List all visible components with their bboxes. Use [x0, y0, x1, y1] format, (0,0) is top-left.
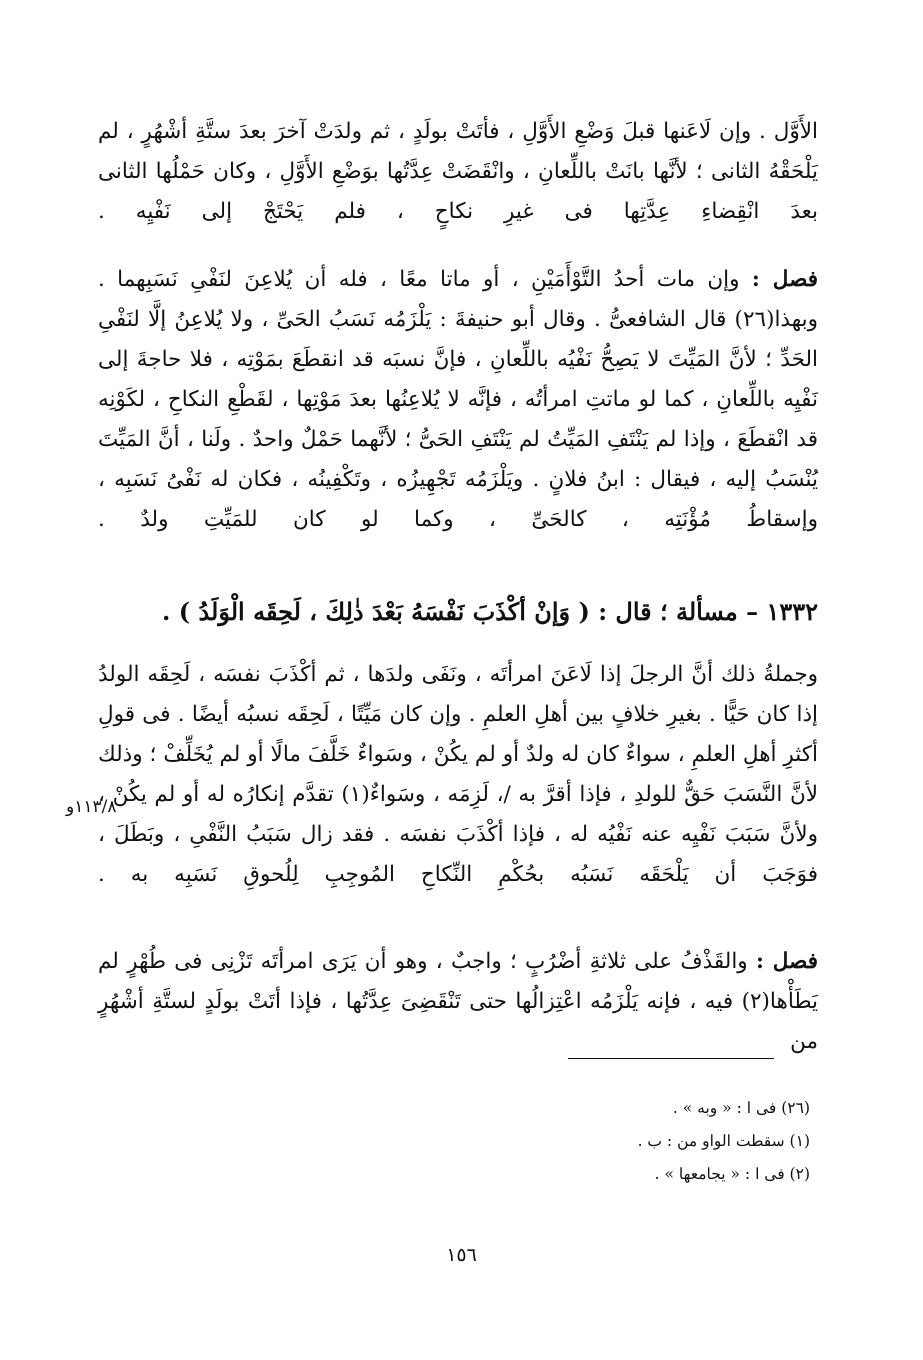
paragraph-2-text: وإن مات أحدُ التَّوْأَمَيْنِ ، أو ماتا معًا ، فله أن يُلاعِنَ لنَفْىِ نَسَبِهما . وبهذا(٢٦) قال الشافعىُّ . وقال أبو حنيفةَ : يَلْزَمُه نَسَبُ الحَىِّ ، ولا يُلاعِنُ إلَّا لنَفْىِ الحَدِّ ؛ لأنَّ المَيِّتَ لا يَصِحُّ نَفْيُه باللِّعانِ ، فإنَّ نسبَه قد انقطَعَ بمَوْتِه ، فلا حاجةَ إلى نَفْيِه باللِّعانِ ، كما لو ماتتِ امرأتُه ، فإنَّه لا يُلاعِنُها بعدَ مَوْتِها ، لقَطْعِ النكاحِ ، لكَوْنِه قد انْقطَعَ ، وإذا لم يَنْتَفِ المَيِّتُ لم يَنْتَفِ الحَىُّ ؛ لأنَّهما حَمْلٌ واحدٌ . ولَنا ، أنَّ المَيِّتَ يُنْسَبُ إليه ، فيقال : ابنُ فلانٍ . ويَلْزَمُه تَجْهِيزُه ، وتَكْفِينُه ، فكان له نَفْىُ نَسَبِه ، وإسقاطُ مُؤْنَتِه ، كالحَىِّ ، وكما لو كان للمَيِّتِ ولدٌ . — [98, 267, 818, 532]
footnotes — [420, 1092, 810, 1191]
paragraph-3 — [98, 655, 818, 895]
issue-heading: ١٣٣٢ – مسألة ؛ قال : ( وَإنْ أكْذَبَ نَفْسَهُ بَعْدَ ذٰلِكَ ، لَحِقَه الْوَلَدُ ) . — [162, 597, 818, 626]
footnote-item: (٢) فى ا : « يجامعها » . — [654, 1165, 810, 1183]
paragraph-1-text: الأَوَّل . وإن لَاعَنها قبلَ وَضْعِ الأَوَّلِ ، فأتَتْ بولَدٍ ، ثم ولدَتْ آخرَ بعدَ ستَّةِ أشْهُرٍ ، لم يَلْحَقْهُ الثانى ؛ لأنَّها بانَتْ باللِّعانِ ، وانْقَضَتْ عِدَّتُها بوَضْعِ الأَوَّلِ ، وكان حَمْلُها الثانى بعدَ انْقِضاءِ عِدَّتِها فى غيرِ نكاحٍ ، فلم يَحْتَجْ إلى نَفْيِه . — [98, 119, 818, 224]
margin-reference: ١١٣/٨و — [66, 797, 117, 817]
paragraph-2 — [98, 260, 818, 540]
paragraph-4 — [98, 942, 818, 1062]
section-lead: فصل : — [755, 949, 818, 974]
footnote-item: (٢٦) فى ا : « وبه » . — [672, 1099, 810, 1117]
paragraph-3-text: وجملةُ ذلك أنَّ الرجلَ إذا لَاعَنَ امرأتَه ، ونَفَى ولدَها ، ثم أكْذَبَ نفسَه ، لَحِقَه الولدُ إذا كان حَيًّا . بغيرِ خلافٍ بين أهلِ العلمِ . وإن كان مَيِّتًا ، لَحِقَه نسبُه أيضًا . فى قولِ أكثرِ أهلِ العلمِ ، سواءٌ كان له ولدٌ أو لم يكُنْ ، وسَواءٌ خَلَّفَ مالًا أو لم يُخَلِّفْ ؛ وذلك لأنَّ النَّسَبَ حَقٌّ للولدِ ، فإذا أقرَّ به /، لَزِمَه ، وسَواءٌ(١) تقدَّم إنكارُه له أو لم يكُنْ ، ولأنَّ سَبَبَ نَفْيِه عنه نَفْيُه له ، فإذا أكْذَبَ نفسَه . فقد زال سَبَبُ النَّفْىِ ، وبَطَلَ ، فوَجَبَ أن يَلْحَقَه نَسَبُه بحُكْمِ النِّكاحِ المُوجِبِ لِلُحوقِ نَسَبِه به . — [98, 662, 819, 887]
page-number: ١٥٦ — [446, 1244, 477, 1266]
paragraph-4-text: والقَذْفُ على ثلاثةِ أضْرُبٍ ؛ واجبٌ ، وهو أن يَرَى امرأتَه تَزْنِى فى طُهْرٍ لم يَطَأْها(٢) فيه ، فإنه يَلْزَمُه اعْتِزالُها حتى تَنْقَضِىَ عِدَّتُها ، فإذا أتَتْ بولَدٍ لستَّةِ أشْهُرٍ من — [98, 949, 818, 1054]
section-lead: فصل : — [751, 267, 818, 292]
paragraph-1 — [98, 112, 818, 232]
footnote-separator — [568, 1058, 774, 1059]
footnote-item: (١) سقطت الواو من : ب . — [637, 1132, 810, 1150]
